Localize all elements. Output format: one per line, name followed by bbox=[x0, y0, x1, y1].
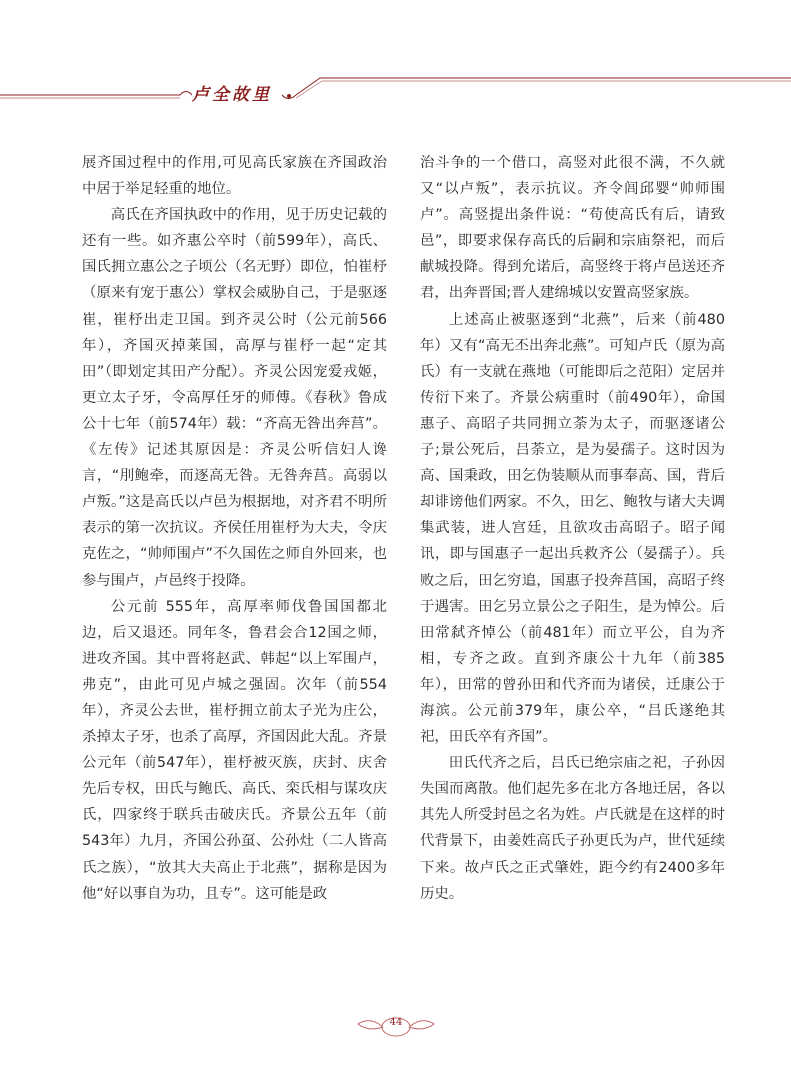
paragraph: 展齐国过程中的作用,可见高氏家族在齐国政治中居于举足轻重的地位。 bbox=[82, 155, 387, 198]
paragraph: 田氏代齐之后，吕氏已绝宗庙之祀，子孙因失国而离散。他们起先多在北方各地迁居，各以其先人所受封邑之名为姓。卢氏就是在这样的时代背景下，由姜姓高氏子孙更氏为卢，世代延续下来。故卢氏之正式肇姓，距今约有2400多年历史。 bbox=[420, 755, 725, 902]
left-column bbox=[82, 150, 387, 907]
paragraph: 上述高止被驱逐到“北燕”，后来（前480年）又有“高无丕出奔北燕”。可知卢氏（原为高氏）有一支就在燕地（可能即后之范阳）定居并传衍下来了。齐景公病重时（前490年），命国惠子、高昭子共同拥立荼为太子，而驱逐诸公子;景公死后，吕荼立，是为晏孺子。这时因为高、国秉政，田乞伪装顺从而事奉高、国，背后却诽谤他们两家。不久，田乞、鲍牧与诸大夫调集武装，进人宫廷，且欲攻击高昭子。昭子闻讯，即与国惠子一起出兵救齐公（晏孺子）。兵败之后，田乞穷追，国惠子投奔莒国，高昭子终于遇害。田乞另立景公之子阳生，是为悼公。后田常弑齐悼公（前481年）而立平公，自为齐相，专齐之政。直到齐康公十九年（前385年），田常的曾孙田和代齐而为诸侯，迁康公于海滨。公元前379年，康公卒，“吕氏遂绝其祀，田氏卒有齐国”。 bbox=[420, 311, 725, 746]
right-column bbox=[420, 150, 725, 907]
paragraph: 高氏在齐国执政中的作用，见于历史记载的还有一些。如齐惠公卒时（前599年），高氏、国氏拥立惠公之子顷公（名无野）即位，怕崔杼（原来有宠于惠公）掌权会威胁自己，于是驱逐崔，崔杼出走卫国。到齐灵公时（公元前566年），齐国灭掉莱国，高厚与崔杼一起“定其田”（即划定其田产分配）。齐灵公因宠爱戎姬，更立太子牙，令高厚任牙的师傅。《春秋》鲁成公十七年（前574年）载：“齐高无咎出奔莒”。《左传》记述其原因是：齐灵公听信妇人谗言，“刖鲍牵，而逐高无咎。无咎奔莒。高弱以卢叛。”这是高氏以卢邑为根据地，对齐君不明所表示的第一次抗议。齐侯任用崔杼为大夫，令庆克佐之，“帅师围卢”不久国佐之师自外回来，也参与围卢，卢邑终于投降。 bbox=[82, 207, 387, 589]
paragraph: 治斗争的一个借口，高竖对此很不满，不久就又“以卢叛”，表示抗议。齐令闾邱婴“帅师围卢”。高竖提出条件说：“苟使高氏有后，请致邑”，即要求保存高氏的后嗣和宗庙祭祀，而后献城投降。得到允诺后，高竖终于将卢邑送还齐君，出奔晋国;晋人建绵城以安置高竖家族。 bbox=[420, 155, 725, 302]
paragraph: 公元前 555年，高厚率师伐鲁国国都北边，后又退还。同年冬，鲁君会合12国之师，进攻齐国。其中晋将赵武、韩起“以上军围卢，弗克”，由此可见卢城之强固。次年（前554年），齐灵公去世，崔杼拥立前太子光为庄公，杀掉太子牙，也杀了高厚，齐国因此大乱。齐景公元年（前547年），崔杼被灭族，庆封、庆舍先后专权，田氏与鲍氏、高氏、栾氏相与谋攻庆氏，四家终于联兵击破庆氏。齐景公五年（前543年）九月，齐国公孙虿、公孙灶（二人皆高氏之族），“放其大夫高止于北燕”，据称是因为他“好以事自为功，且专”。这可能是政 bbox=[82, 598, 387, 902]
page-number: 44 bbox=[389, 1017, 403, 1028]
header-ornament bbox=[0, 60, 791, 120]
section-title: 卢全故里 bbox=[192, 85, 272, 105]
